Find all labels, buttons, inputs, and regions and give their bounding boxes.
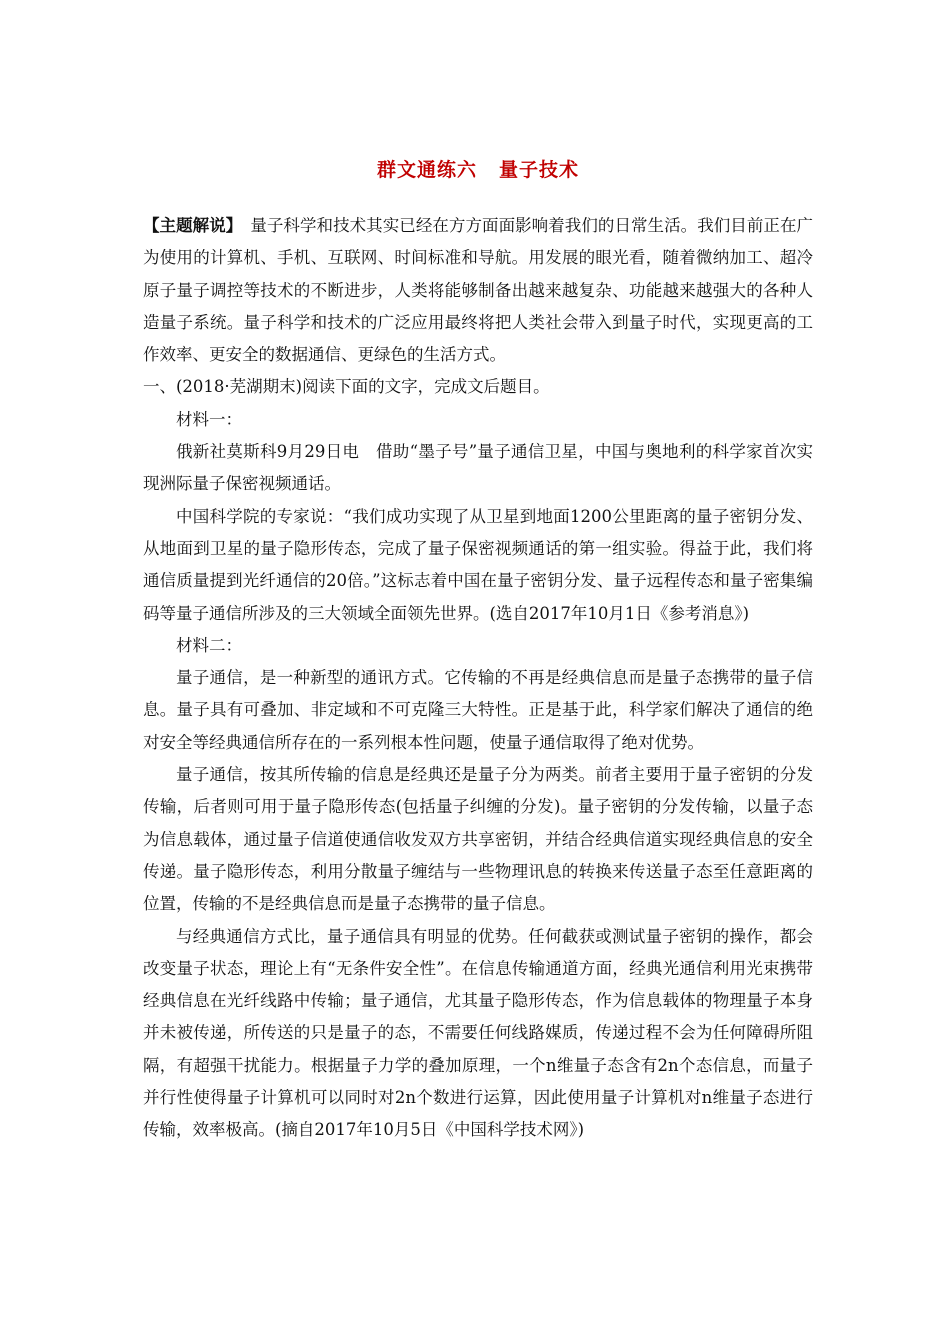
question-line: 一、(2018·芜湖期末)阅读下面的文字，完成文后题目。 bbox=[143, 377, 550, 397]
theme-text: 量子科学和技术其实已经在方方面面影响着我们的日常生活。我们目前正在广为使用的计算机、手机、互联网、时间标准和导航。用发展的眼光看，随着微纳加工、超冷原子量子调控等技术的不断进步，人类将能够制备出越来越复杂、功能越来越强大的各种人造量子系统。量子科学和技术的广泛应用最终将把人类社会带入到量子时代，实现更高的工作效率、更安全的数据通信、更绿色的生活方式。 bbox=[143, 216, 814, 365]
page-title bbox=[143, 155, 813, 185]
material2-paragraph: 量子通信，是一种新型的通讯方式。它传输的不再是经典信息而是量子态携带的量子信息。量子具有可叠加、非定域和不可克隆三大特性。正是基于此，科学家们解决了通信的绝对安全等经典通信所存在的一系列根本性问题，使量子通信取得了绝对优势。 bbox=[143, 668, 813, 752]
theme-paragraph bbox=[143, 210, 813, 371]
material2-paragraph: 量子通信，按其所传输的信息是经典还是量子分为两类。前者主要用于量子密钥的分发传输，后者则可用于量子隐形传态(包括量子纠缠的分发)。量子密钥的分发传输，以量子态为信息载体，通过量子信道使通信收发双方共享密钥，并结合经典信道实现经典信息的安全传递。量子隐形传态，利用分散量子缠结与一些物理讯息的转换来传送量子态至任意距离的位置，传输的不是经典信息而是量子态携带的量子信息。 bbox=[143, 765, 813, 914]
material1-heading: 材料一： bbox=[176, 409, 242, 429]
material2-paragraph: 与经典通信方式比，量子通信具有明显的优势。任何截获或测试量子密钥的操作，都会改变量子状态，理论上有“无条件安全性”。在信息传输通道方面，经典光通信利用光束携带经典信息在光纤线路中传输；量子通信，尤其量子隐形传态，作为信息载体的物理量子本身并未被传递，所传送的只是量子的态，不需要任何线路媒质，传递过程不会为任何障碍所阻隔，有超强干扰能力。根据量子力学的叠加原理，一个n维量子态含有2n个态信息，而量子并行性使得量子计算机可以同时对2n个数进行运算，因此使用量子计算机对n维量子态进行传输，效率极高。(摘自2017年10月5日《中国科学技术网》) bbox=[143, 926, 813, 1140]
document-page bbox=[143, 0, 813, 1147]
material1-paragraph: 中国科学院的专家说：“我们成功实现了从卫星到地面1200公里距离的量子密钥分发、从地面到卫星的量子隐形传态，完成了量子保密视频通话的第一组实验。得益于此，我们将通信质量提到光纤通信的20倍。”这标志着中国在量子密钥分发、量子远程传态和量子密集编码等量子通信所涉及的三大领域全面领先世界。(选自2017年10月1日《参考消息》) bbox=[143, 506, 813, 623]
title-part2: 量子技术 bbox=[499, 159, 580, 181]
theme-label: 【主题解说】 bbox=[143, 216, 243, 235]
material1-paragraph: 俄新社莫斯科9月29日电 借助“墨子号”量子通信卫星，中国与奥地利的科学家首次实现洲际量子保密视频通话。 bbox=[143, 442, 813, 494]
material2-heading: 材料二： bbox=[176, 635, 242, 655]
title-part1: 群文通练六 bbox=[376, 159, 477, 181]
